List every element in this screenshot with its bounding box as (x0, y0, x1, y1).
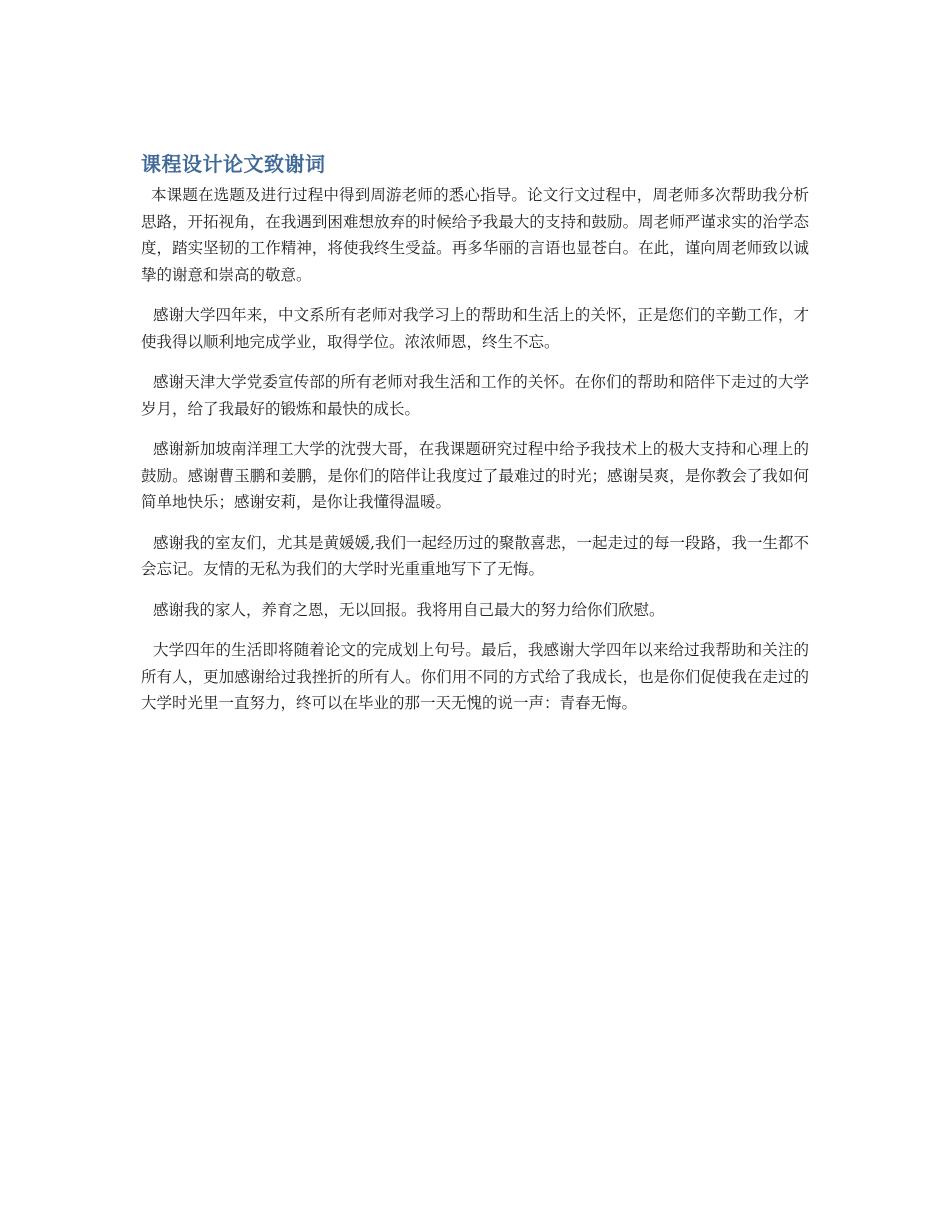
document-title: 课程设计论文致谢词 (141, 152, 326, 176)
paragraph-5: 感谢我的室友们，尤其是黄媛媛,我们一起经历过的聚散喜悲，一起走过的每一段路，我一生都不会忘记。友情的无私为我们的大学时光重重地写下了无悔。 (141, 533, 809, 578)
paragraph-3: 感谢天津大学党委宣传部的所有老师对我生活和工作的关怀。在你们的帮助和陪伴下走过的大学岁月，给了我最好的锻炼和最快的成长。 (141, 373, 809, 418)
paragraph-6: 感谢我的家人，养育之恩，无以回报。我将用自己最大的努力给你们欣慰。 (153, 600, 665, 619)
paragraph-1: 本课题在选题及进行过程中得到周游老师的悉心指导。论文行文过程中，周老师多次帮助我分析思路，开拓视角，在我遇到困难想放弃的时候给予我最大的支持和鼓励。周老师严谨求实的治学态度，踏实坚韧的工作精神，将使我终生受益。再多华丽的言语也显苍白。在此，谨向周老师致以诚挚的谢意和崇高的敬意。 (141, 186, 809, 284)
paragraph-4: 感谢新加坡南洋理工大学的沈弢大哥，在我课题研究过程中给予我技术上的极大支持和心理上的鼓励。感谢曹玉鹏和姜鹏，是你们的陪伴让我度过了最难过的时光；感谢吴爽，是你教会了我如何简单地快乐；感谢安莉，是你让我懂得温暖。 (141, 440, 809, 511)
paragraph-2: 感谢大学四年来，中文系所有老师对我学习上的帮助和生活上的关怀，正是您们的辛勤工作，才使我得以顺利地完成学业，取得学位。浓浓师恩，终生不忘。 (141, 306, 809, 351)
document-body (141, 150, 809, 731)
paragraph-7: 大学四年的生活即将随着论文的完成划上句号。最后，我感谢大学四年以来给过我帮助和关注的所有人，更加感谢给过我挫折的所有人。你们用不同的方式给了我成长，也是你们促使我在走过的大学时光里一直努力，终可以在毕业的那一天无愧的说一声：青春无悔。 (141, 641, 809, 712)
